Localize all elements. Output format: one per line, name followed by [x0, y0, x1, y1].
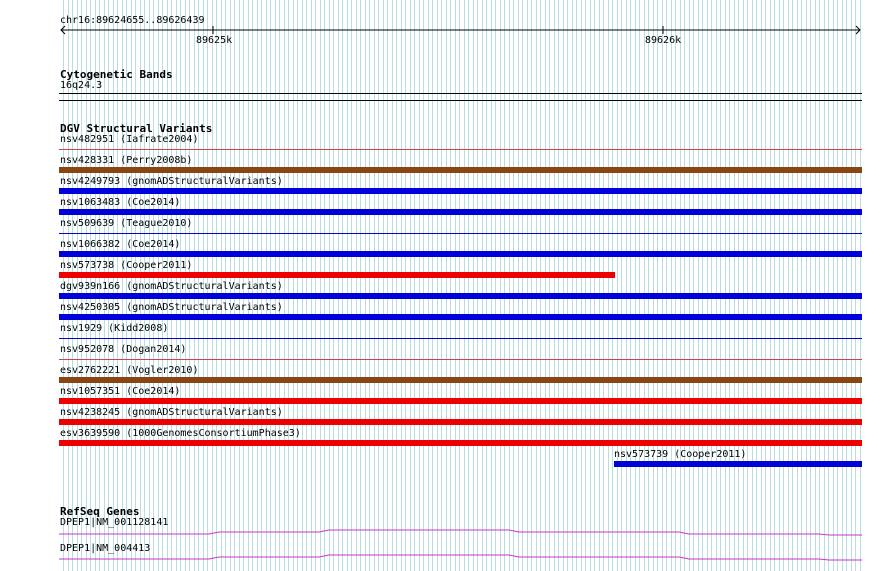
variant-bar[interactable] [59, 188, 862, 194]
ruler-axis [59, 25, 864, 35]
variant-bar[interactable] [59, 338, 862, 339]
variant-label[interactable]: nsv573738 (Cooper2011) [60, 260, 193, 271]
variant-label[interactable]: nsv1063483 (Coe2014) [60, 197, 181, 208]
gene-model[interactable] [59, 552, 862, 562]
variant-bar[interactable] [59, 377, 862, 383]
variant-bar[interactable] [59, 398, 862, 404]
ruler-tick-label: 89626k [645, 35, 682, 46]
variant-label[interactable]: nsv1066382 (Coe2014) [60, 239, 181, 250]
variant-bar[interactable] [59, 209, 862, 215]
variant-bar[interactable] [59, 293, 862, 299]
variant-bar[interactable] [59, 272, 615, 278]
variant-label[interactable]: nsv428331 (Perry2008b) [60, 155, 193, 166]
ruler-tick-label: 89625k [196, 35, 233, 46]
variant-label[interactable]: esv3639590 (1000GenomesConsortiumPhase3) [60, 428, 301, 439]
cytoband-label[interactable]: 16q24.3 [60, 80, 103, 91]
region-label: chr16:89624655..89626439 [60, 15, 205, 26]
variant-label[interactable]: nsv1057351 (Coe2014) [60, 386, 181, 397]
refseq-track-title: RefSeq Genes [60, 505, 140, 518]
dgv-track-title: DGV Structural Variants [60, 122, 213, 135]
variant-label[interactable]: nsv1929 (Kidd2008) [60, 323, 169, 334]
cytoband-bar[interactable] [59, 93, 862, 94]
gene-label[interactable]: DPEP1|NM_001128141 [60, 517, 169, 528]
cytobands-track-title: Cytogenetic Bands [60, 68, 173, 81]
variant-bar[interactable] [59, 149, 862, 150]
variant-bar[interactable] [59, 233, 862, 234]
gene-model[interactable] [59, 527, 862, 537]
variant-bar[interactable] [59, 167, 862, 173]
variant-label[interactable]: esv2762221 (Vogler2010) [60, 365, 199, 376]
variant-bar[interactable] [59, 314, 862, 320]
track-divider [59, 100, 862, 101]
variant-label[interactable]: nsv4250305 (gnomADStructuralVariants) [60, 302, 283, 313]
variant-label[interactable]: nsv482951 (Iafrate2004) [60, 134, 199, 145]
variant-label[interactable]: nsv509639 (Teague2010) [60, 218, 193, 229]
variant-label[interactable]: nsv573739 (Cooper2011) [614, 449, 747, 460]
variant-bar[interactable] [59, 419, 862, 425]
variant-bar[interactable] [614, 461, 862, 467]
variant-label[interactable]: nsv952078 (Dogan2014) [60, 344, 187, 355]
variant-bar[interactable] [59, 359, 862, 360]
variant-bar[interactable] [59, 251, 862, 257]
gene-label[interactable]: DPEP1|NM_004413 [60, 543, 151, 554]
variant-label[interactable]: nsv4238245 (gnomADStructuralVariants) [60, 407, 283, 418]
variant-bar[interactable] [59, 440, 862, 446]
variant-label[interactable]: nsv4249793 (gnomADStructuralVariants) [60, 176, 283, 187]
variant-label[interactable]: dgv939n166 (gnomADStructuralVariants) [60, 281, 283, 292]
